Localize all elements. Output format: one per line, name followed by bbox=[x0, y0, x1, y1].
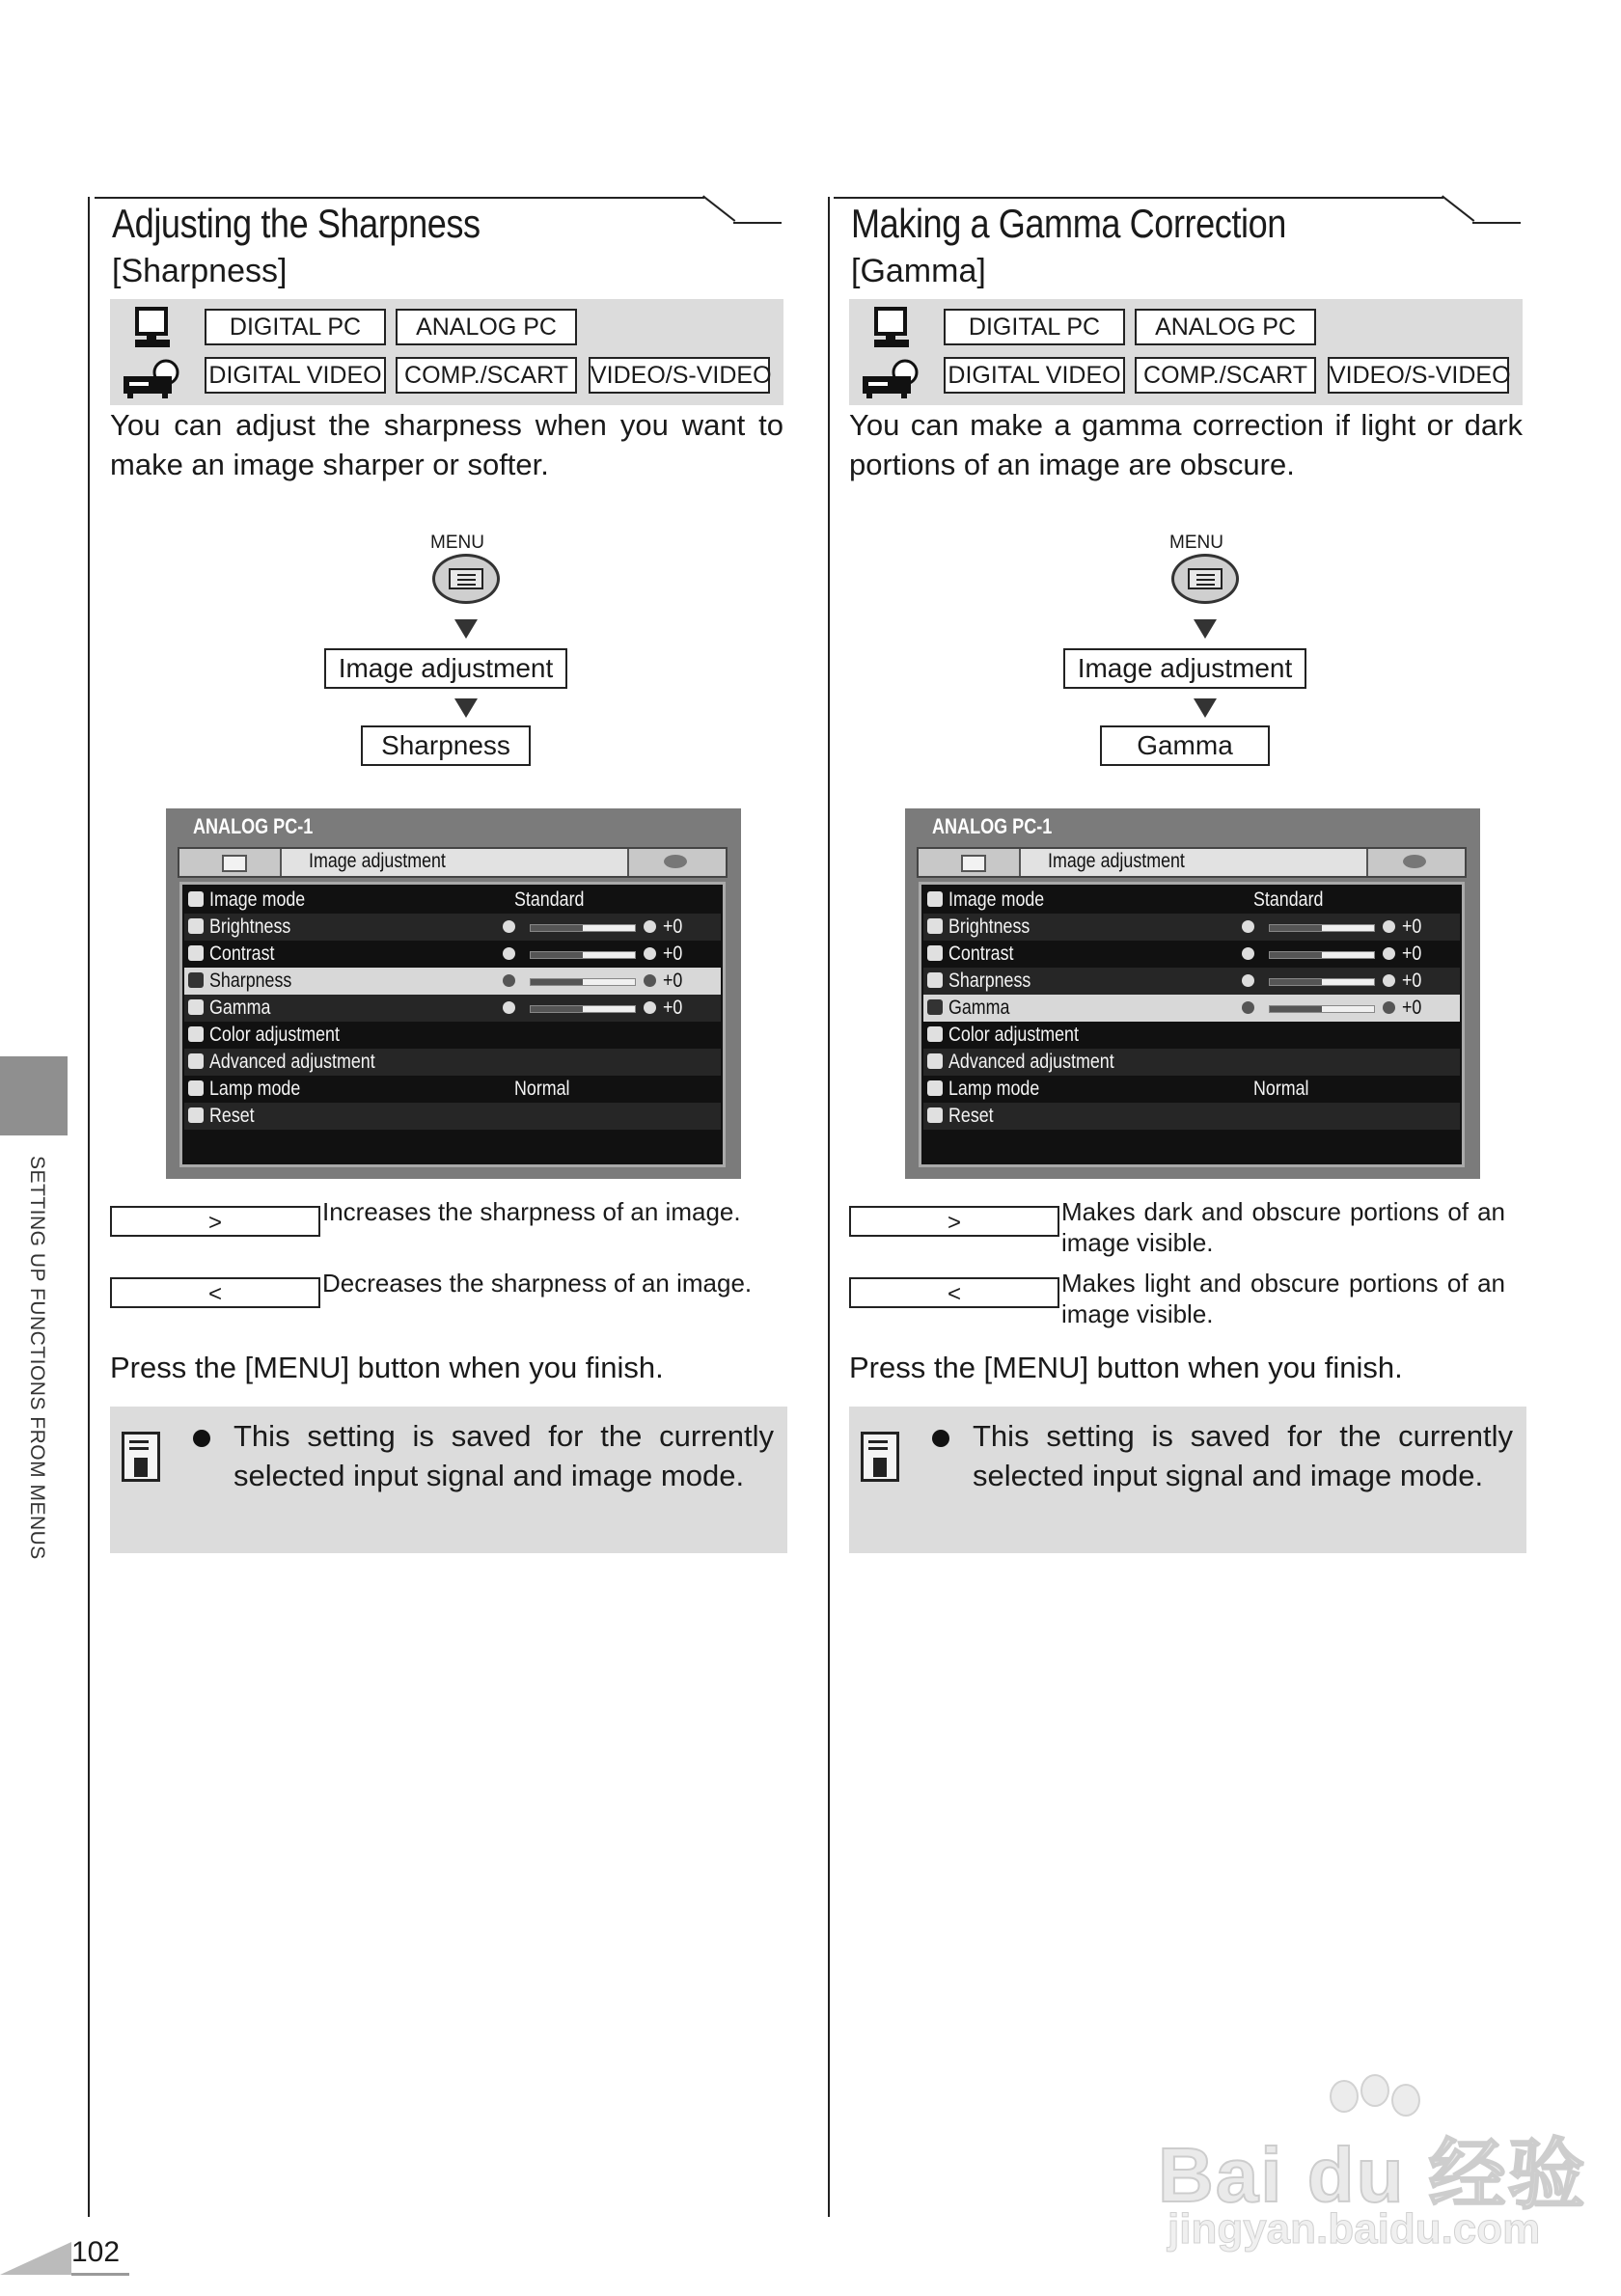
section-subtitle: [Sharpness] bbox=[112, 253, 288, 289]
signal-analog-pc: ANALOG PC bbox=[1135, 309, 1316, 345]
note-box bbox=[110, 1407, 787, 1553]
osd-row-lamp-mode: Lamp mode Normal bbox=[923, 1076, 1460, 1103]
osd-tab-bar bbox=[917, 847, 1467, 878]
bullet bbox=[193, 1430, 210, 1447]
osd-row-lamp-mode: Lamp mode Normal bbox=[184, 1076, 721, 1103]
osd-tab-icon bbox=[1403, 855, 1426, 868]
osd-row-sharpness: Sharpness +0 bbox=[184, 968, 721, 995]
menu-button-icon bbox=[1171, 554, 1239, 604]
bullet bbox=[932, 1430, 949, 1447]
osd-screenshot bbox=[166, 808, 741, 1179]
section-sharpness bbox=[95, 197, 783, 2223]
heading-rule bbox=[95, 197, 704, 199]
signal-video-s-video: VIDEO/S-VIDEO bbox=[1328, 357, 1509, 394]
chapter-tab-label: SETTING UP FUNCTIONS FROM MENUS bbox=[26, 1156, 48, 1560]
osd-tab-selected bbox=[280, 849, 629, 876]
signal-comp-scart: COMP./SCART bbox=[1135, 357, 1316, 394]
watermark-logo: Bai du 经验 bbox=[1158, 2132, 1587, 2218]
key-left-desc: Decreases the sharpness of an image. bbox=[322, 1269, 753, 1298]
osd-menu-list bbox=[919, 882, 1465, 1167]
key-left-desc: Makes light and obscure portions of an image visible. bbox=[1061, 1269, 1505, 1328]
heading-rule-corner bbox=[1442, 195, 1474, 221]
signal-video-s-video: VIDEO/S-VIDEO bbox=[589, 357, 770, 394]
signal-analog-pc: ANALOG PC bbox=[396, 309, 577, 345]
note-text: This setting is saved for the currently selected input signal and image mode. bbox=[973, 1419, 1513, 1492]
page-number: 102 bbox=[71, 2236, 121, 2268]
osd-row-gamma: Gamma +0 bbox=[923, 995, 1460, 1022]
section-subtitle: [Gamma] bbox=[851, 253, 986, 289]
key-right: > bbox=[110, 1206, 320, 1237]
osd-row-color-adjustment: Color adjustment bbox=[184, 1022, 721, 1049]
osd-source: ANALOG PC-1 bbox=[193, 814, 314, 838]
video-player-icon bbox=[122, 359, 181, 399]
osd-row-color-adjustment: Color adjustment bbox=[923, 1022, 1460, 1049]
page-number-underline bbox=[71, 2273, 129, 2276]
computer-icon bbox=[872, 307, 911, 349]
key-right: > bbox=[849, 1206, 1059, 1237]
osd-row-contrast: Contrast +0 bbox=[184, 941, 721, 968]
heading-rule-tail bbox=[1472, 222, 1521, 224]
arrow-down-icon bbox=[1194, 698, 1217, 718]
finish-text: Press the [MENU] button when you finish. bbox=[849, 1351, 1403, 1384]
osd-row-sharpness: Sharpness +0 bbox=[923, 968, 1460, 995]
heading-rule bbox=[834, 197, 1443, 199]
key-right-desc: Makes dark and obscure portions of an image visible. bbox=[1061, 1197, 1505, 1257]
osd-row-gamma: Gamma +0 bbox=[184, 995, 721, 1022]
key-left: < bbox=[110, 1277, 320, 1308]
menu-label: MENU bbox=[1169, 533, 1223, 553]
arrow-down-icon bbox=[454, 619, 478, 639]
osd-row-advanced-adjustment: Advanced adjustment bbox=[184, 1049, 721, 1076]
osd-row-contrast: Contrast +0 bbox=[923, 941, 1460, 968]
osd-row-reset: Reset bbox=[923, 1103, 1460, 1130]
key-right-desc: Increases the sharpness of an image. bbox=[322, 1197, 741, 1226]
heading-rule-tail bbox=[733, 222, 782, 224]
osd-tab-bar bbox=[178, 847, 728, 878]
osd-tab-label: Image adjustment bbox=[309, 850, 446, 872]
menu-label: MENU bbox=[430, 533, 484, 553]
memo-icon bbox=[122, 1432, 160, 1482]
computer-icon bbox=[133, 307, 172, 349]
signal-comp-scart: COMP./SCART bbox=[396, 357, 577, 394]
osd-row-reset: Reset bbox=[184, 1103, 721, 1130]
osd-row-advanced-adjustment: Advanced adjustment bbox=[923, 1049, 1460, 1076]
signal-panel bbox=[110, 299, 783, 405]
note-text: This setting is saved for the currently selected input signal and image mode. bbox=[234, 1419, 774, 1492]
osd-screenshot bbox=[905, 808, 1480, 1179]
osd-source: ANALOG PC-1 bbox=[932, 814, 1053, 838]
watermark-url: jingyan.baidu.com bbox=[1168, 2205, 1541, 2253]
menu-button-icon bbox=[432, 554, 500, 604]
left-rule bbox=[88, 197, 90, 2217]
baidu-watermark bbox=[1158, 2113, 1587, 2267]
signal-digital-video: DIGITAL VIDEO bbox=[205, 357, 386, 394]
center-rule bbox=[828, 197, 830, 2217]
menu-path-step-2: Gamma bbox=[1100, 725, 1270, 766]
signal-digital-pc: DIGITAL PC bbox=[205, 309, 386, 345]
paw-icon bbox=[1330, 2080, 1359, 2113]
signal-digital-video: DIGITAL VIDEO bbox=[944, 357, 1125, 394]
menu-path-step-1: Image adjustment bbox=[324, 648, 567, 689]
key-left: < bbox=[849, 1277, 1059, 1308]
paw-toe bbox=[1391, 2084, 1420, 2117]
arrow-down-icon bbox=[1194, 619, 1217, 639]
osd-tab-icon bbox=[961, 855, 986, 872]
intro-text: You can make a gamma correction if light or dark portions of an image are obscure. bbox=[849, 408, 1523, 481]
osd-row-brightness: Brightness +0 bbox=[923, 914, 1460, 941]
memo-icon bbox=[861, 1432, 899, 1482]
osd-tab-icon bbox=[664, 855, 687, 868]
osd-row-image-mode: Image mode Standard bbox=[184, 887, 721, 914]
signal-panel bbox=[849, 299, 1523, 405]
chapter-tab bbox=[0, 1056, 68, 1135]
menu-path-step-1: Image adjustment bbox=[1063, 648, 1306, 689]
section-gamma bbox=[834, 197, 1523, 2223]
osd-tab-icon bbox=[222, 855, 247, 872]
paw-toe bbox=[1360, 2074, 1389, 2107]
intro-text: You can adjust the sharpness when you want to make an image sharper or softer. bbox=[110, 408, 783, 481]
note-box bbox=[849, 1407, 1526, 1553]
signal-digital-pc: DIGITAL PC bbox=[944, 309, 1125, 345]
section-title: Making a Gamma Correction bbox=[851, 201, 1286, 246]
section-title: Adjusting the Sharpness bbox=[112, 201, 481, 246]
video-player-icon bbox=[861, 359, 920, 399]
arrow-down-icon bbox=[454, 698, 478, 718]
finish-text: Press the [MENU] button when you finish. bbox=[110, 1351, 664, 1384]
menu-path-step-2: Sharpness bbox=[361, 725, 531, 766]
osd-row-image-mode: Image mode Standard bbox=[923, 887, 1460, 914]
osd-tab-selected bbox=[1019, 849, 1368, 876]
osd-menu-list bbox=[179, 882, 726, 1167]
osd-tab-label: Image adjustment bbox=[1048, 850, 1185, 872]
page-corner bbox=[0, 2242, 71, 2275]
heading-rule-corner bbox=[702, 195, 735, 221]
osd-row-brightness: Brightness +0 bbox=[184, 914, 721, 941]
